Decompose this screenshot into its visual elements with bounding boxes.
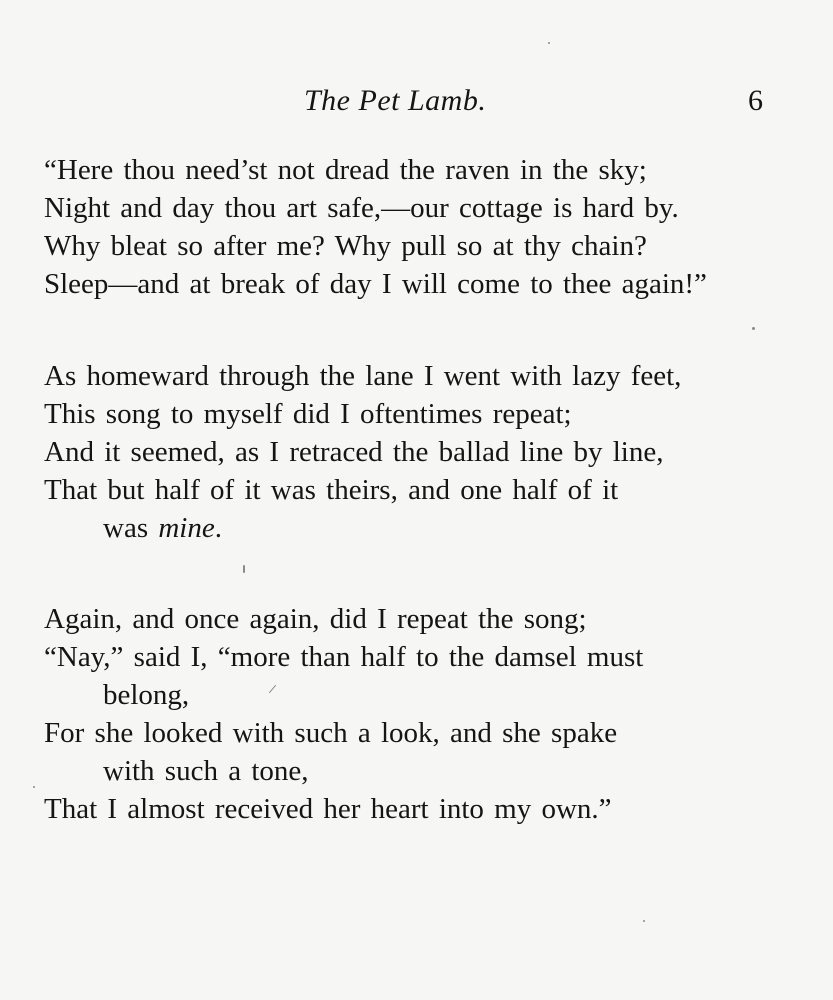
- print-speck: [643, 920, 645, 922]
- emphasized-word: mine: [158, 512, 215, 544]
- stanza-1: [44, 151, 804, 303]
- poem-line: Sleep—and at break of day I will come to thee again!”: [44, 268, 707, 300]
- poem-line: For she looked with such a look, and she spake: [44, 717, 618, 749]
- poem-line: That I almost received her heart into my own.”: [44, 793, 612, 825]
- print-speck: [243, 565, 245, 573]
- stanza-2: [44, 357, 804, 547]
- poem-line: This song to myself did I oftentimes repeat;: [44, 398, 572, 430]
- page-title: The Pet Lamb.: [304, 84, 487, 117]
- line-punctuation: .: [214, 512, 222, 544]
- line-text: was: [103, 512, 159, 544]
- print-speck: [548, 42, 550, 44]
- poem-line: “Here thou need’st not dread the raven in the sky;: [44, 154, 647, 186]
- poem-line: And it seemed, as I retraced the ballad line by line,: [44, 436, 664, 468]
- running-head: [0, 84, 833, 124]
- stanza-3: [44, 600, 804, 828]
- poem-line: As homeward through the lane I went with lazy feet,: [44, 360, 682, 392]
- poem-line-continuation: belong,: [103, 679, 190, 711]
- page-number: 6: [748, 84, 763, 117]
- poem-line-continuation: with such a tone,: [103, 755, 309, 787]
- poem-line: “Nay,” said I, “more than half to the damsel must: [44, 641, 644, 673]
- poem-line: Night and day thou art safe,—our cottage is hard by.: [44, 192, 679, 224]
- poem-line: Again, and once again, did I repeat the song;: [44, 603, 587, 635]
- print-speck: [752, 327, 755, 330]
- poem-line: That but half of it was theirs, and one half of it: [44, 474, 619, 506]
- poem-line-continuation: [44, 509, 804, 547]
- print-speck: [33, 786, 35, 788]
- poem-line: Why bleat so after me? Why pull so at thy chain?: [44, 230, 647, 262]
